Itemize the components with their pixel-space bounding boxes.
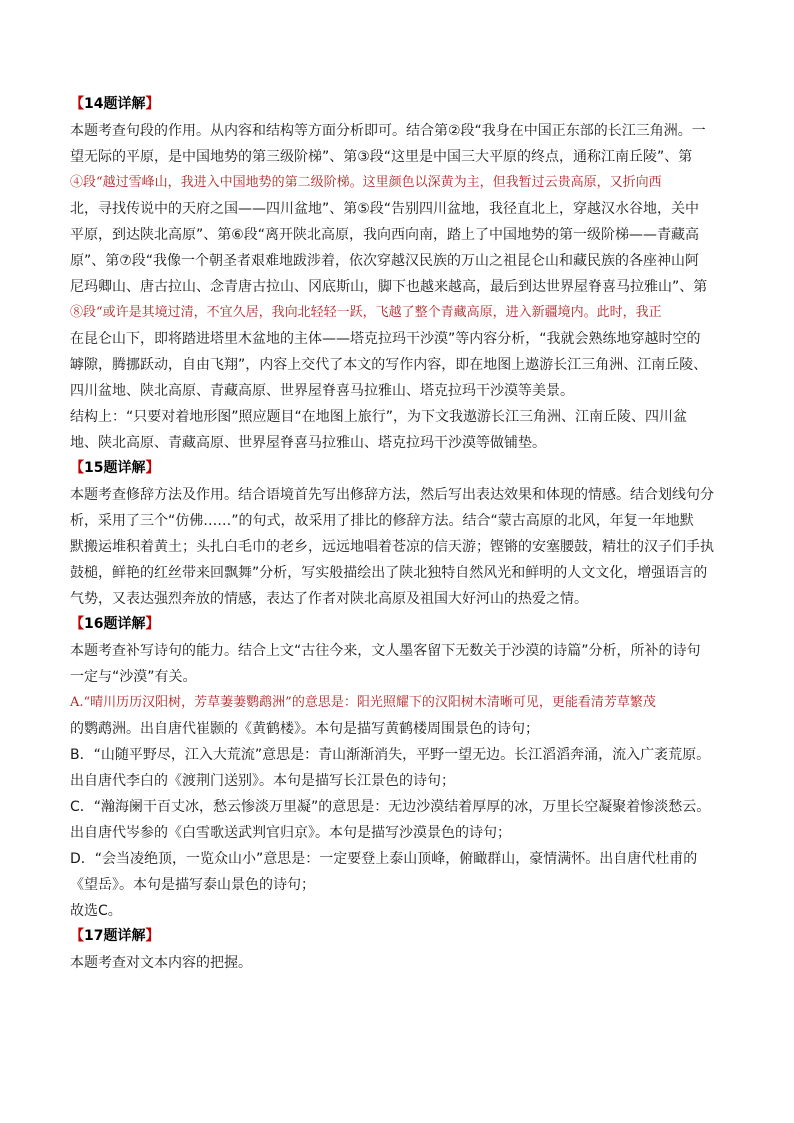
- text-line: 四川盆地、陕北高原、青藏高原、世界屋脊喜马拉雅山、塔克拉玛干沙漠等美景。: [70, 383, 574, 399]
- text-line-red: A.“晴川历历汉阳树，芳草萋萋鹦鹉洲”的意思是：阳光照耀下的汉阳树木清晰可见，更能看清芳草繁茂: [70, 695, 656, 710]
- section-heading: 【15题详解】: [70, 460, 160, 476]
- text-line: 出自唐代李白的《渡荆门送别》。本句是描写长江景色的诗句；: [70, 773, 455, 789]
- text-line: 平原，到达陕北高原”、第⑥段“离开陕北高原，我向西向南，踏上了中国地势的第一级阶梯——青藏高: [70, 227, 700, 243]
- text-line: 一定与“沙漠”有关。: [70, 669, 197, 685]
- text-line: 本题考查句段的作用。从内容和结构等方面分析即可。结合第②段“我身在中国正东部的长江三角洲。一: [70, 123, 706, 139]
- text-line-red: ⑧段“或许是其境过清，不宜久居，我向北轻轻一跃，飞越了整个青藏高原，进入新疆境内。此时，我正: [70, 305, 662, 320]
- text-line: 的鹦鹉洲。出自唐代崔颢的《黄鹤楼》。本句是描写黄鹤楼周围景色的诗句；: [70, 721, 539, 737]
- section-16: [70, 612, 726, 924]
- section-15: [70, 456, 726, 612]
- text-line: 默搬运堆积着黄土；头扎白毛巾的老乡，远远地唱着苍凉的信天游；铿锵的安塞腰鼓，精壮的汉子们手执: [70, 539, 714, 555]
- text-line: 出自唐代岑参的《白雪歌送武判官归京》。本句是描写沙漠景色的诗句；: [70, 825, 511, 841]
- text-line: 北，寻找传说中的天府之国——四川盆地”、第⑤段“告别四川盆地，我径直北上，穿越汉水谷地，关中: [70, 201, 700, 217]
- text-line: 原”、第⑦段“我像一个朝圣者艰难地跋涉着，依次穿越汉民族的万山之祖昆仑山和藏民族的各座神山阿: [70, 253, 700, 269]
- text-line: 结构上：“只要对着地形图”照应题目“在地图上旅行”，为下文我遨游长江三角洲、江南丘陵、四川盆: [70, 409, 688, 425]
- text-line: 地、陕北高原、青藏高原、世界屋脊喜马拉雅山、塔克拉玛干沙漠等做铺垫。: [70, 435, 546, 451]
- text-line: 罅隙，腾挪跃动，自由飞翔”，内容上交代了本文的写作内容，即在地图上遨游长江三角洲、江南丘陵、: [70, 357, 708, 373]
- text-line-red: ④段“越过雪峰山，我进入中国地势的第二级阶梯。这里颜色以深黄为主，但我暂过云贵高原，又折向西: [70, 175, 662, 190]
- text-line: 本题考查补写诗句的能力。结合上文“古往今来，文人墨客留下无数关于沙漠的诗篇”分析，所补的诗句: [70, 643, 701, 659]
- text-line: 气势，又表达强烈奔放的情感，表达了作者对陕北高原及祖国大好河山的热爱之情。: [70, 591, 588, 607]
- text-line: 本题考查修辞方法及作用。结合语境首先写出修辞方法，然后写出表达效果和体现的情感。结合划线句分: [70, 487, 714, 503]
- text-line: B．“山随平野尽，江入大荒流”意思是：青山渐渐消失，平野一望无边。长江滔滔奔涌，流入广袤荒原。: [70, 747, 711, 763]
- section-heading: 【17题详解】: [70, 928, 160, 944]
- text-line: C．“瀚海阑干百丈冰，愁云惨淡万里凝”的意思是：无边沙漠结着厚厚的冰，万里长空凝聚着惨淡愁云。: [70, 799, 711, 815]
- section-heading: 【16题详解】: [70, 616, 160, 632]
- section-17: [70, 924, 726, 976]
- text-line: 故选C。: [70, 903, 122, 919]
- section-heading: 【14题详解】: [70, 96, 160, 112]
- section-14: [70, 92, 726, 456]
- text-line: 望无际的平原，是中国地势的第三级阶梯”、第③段“这里是中国三大平原的终点，通称江南丘陵”、第: [70, 149, 693, 165]
- text-line: 在昆仑山下，即将踏进塔里木盆地的主体——塔克拉玛干沙漠”等内容分析，“我就会熟练地穿越时空的: [70, 331, 701, 347]
- text-line: 尼玛卿山、唐古拉山、念青唐古拉山、冈底斯山，脚下也越来越高，最后到达世界屋脊喜马拉雅山”、第: [70, 279, 708, 295]
- text-line: D．“会当凌绝顶，一览众山小”意思是：一定要登上泰山顶峰，俯瞰群山，豪情满怀。出自唐代杜甫的: [70, 851, 698, 867]
- text-line: 析，采用了三个“仿佛……”的句式，故采用了排比的修辞方法。结合“蒙古高原的北风，年复一年地默: [70, 513, 694, 529]
- text-line: 《望岳》。本句是描写泰山景色的诗句；: [70, 877, 315, 893]
- text-line: 鼓槌，鲜艳的红丝带来回飘舞”分析，写实般描绘出了陕北独特自然风光和鲜明的人文文化，增强语言的: [70, 565, 708, 581]
- text-line: 本题考查对文本内容的把握。: [70, 955, 252, 971]
- answer-explanation-page: [70, 92, 726, 976]
